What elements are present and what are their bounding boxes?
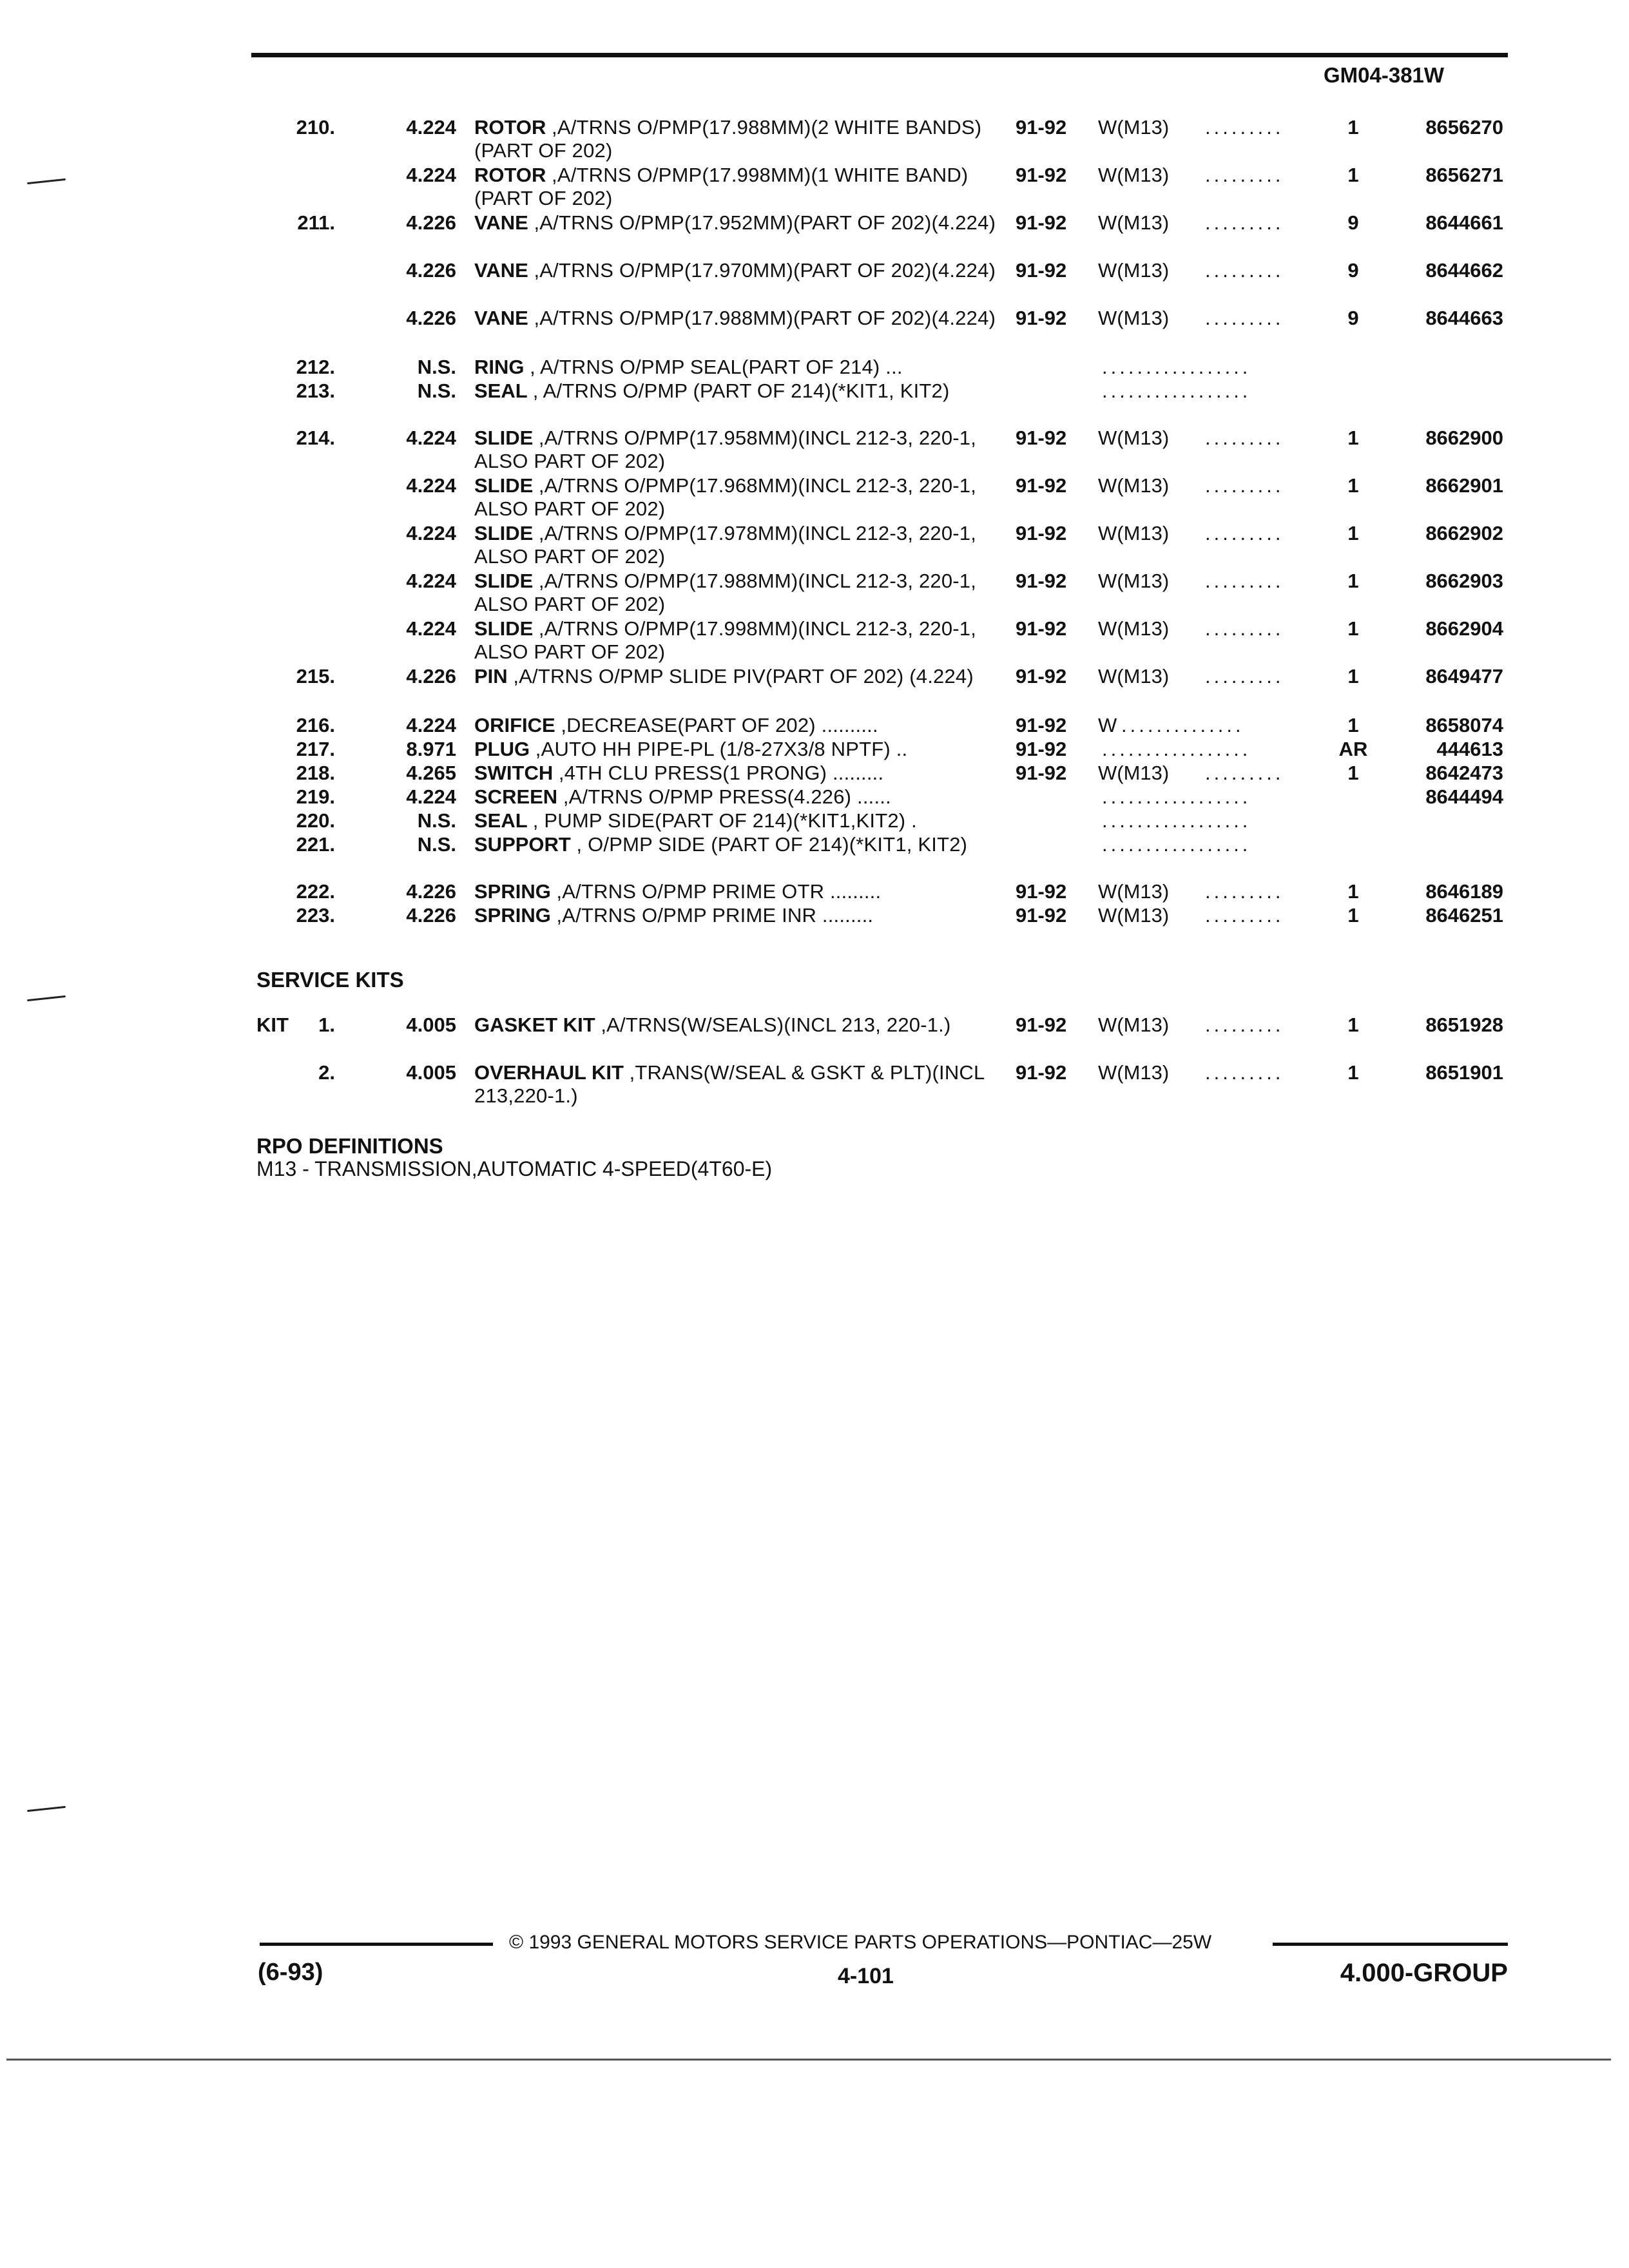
part-detail: , O/PMP SIDE (PART OF 214)(*KIT1, KIT2) bbox=[576, 833, 968, 856]
footer-group: 4.000-GROUP bbox=[1340, 1959, 1508, 1987]
part-name: SEAL bbox=[474, 809, 528, 832]
years: 91-92 bbox=[1016, 1014, 1067, 1036]
quantity: 1 bbox=[1347, 617, 1359, 640]
model: W(M13) bbox=[1098, 665, 1170, 687]
item-number: 217. bbox=[296, 738, 335, 760]
group-number: 8.971 bbox=[406, 738, 456, 760]
bottom-rule bbox=[6, 2059, 1611, 2061]
part-detail: ,A/TRNS O/PMP(17.958MM)(INCL 212-3, 220-1, ALSO PART OF 202) bbox=[474, 427, 977, 472]
years: 91-92 bbox=[1016, 259, 1067, 282]
part-detail: ,A/TRNS O/PMP(17.998MM)(INCL 212-3, 220-1, ALSO PART OF 202) bbox=[474, 617, 977, 663]
model: W(M13) bbox=[1098, 1014, 1170, 1036]
doc-code: GM04-381W bbox=[1324, 63, 1445, 87]
years: 91-92 bbox=[1016, 307, 1067, 329]
group-number: 4.226 bbox=[406, 665, 456, 687]
part-number: 8662904 bbox=[1425, 617, 1503, 640]
part-number: 8642473 bbox=[1425, 762, 1503, 784]
part-number: 8658074 bbox=[1425, 714, 1503, 736]
group-number: 4.224 bbox=[406, 164, 456, 186]
part-description bbox=[474, 307, 1003, 330]
part-detail: , A/TRNS O/PMP (PART OF 214)(*KIT1, KIT2) bbox=[532, 380, 950, 402]
part-description bbox=[474, 259, 1003, 282]
group-number: 4.226 bbox=[406, 904, 456, 927]
years: 91-92 bbox=[1016, 474, 1067, 497]
part-row bbox=[0, 474, 1629, 521]
part-number: 8644662 bbox=[1425, 259, 1503, 282]
rpo-heading: RPO DEFINITIONS bbox=[256, 1134, 443, 1158]
part-description bbox=[474, 522, 1003, 568]
leader-dots: ................. bbox=[1102, 833, 1251, 856]
part-number: 8651928 bbox=[1425, 1014, 1503, 1036]
quantity: 1 bbox=[1347, 570, 1359, 592]
part-row bbox=[0, 307, 1629, 353]
footer-date: (6-93) bbox=[258, 1959, 323, 1986]
footer-copyright: © 1993 GENERAL MOTORS SERVICE PARTS OPERATIONS—PONTIAC—25W bbox=[509, 1932, 1212, 1953]
part-description bbox=[474, 570, 1003, 616]
model: W(M13) bbox=[1098, 211, 1170, 234]
years: 91-92 bbox=[1016, 522, 1067, 544]
group-number: 4.224 bbox=[406, 617, 456, 640]
part-name: SLIDE bbox=[474, 570, 534, 592]
part-description bbox=[474, 833, 1003, 856]
part-description bbox=[474, 617, 1003, 664]
group-number: 4.226 bbox=[406, 259, 456, 282]
leader-dots: ......... bbox=[1205, 522, 1284, 544]
part-detail: ,A/TRNS O/PMP(17.978MM)(INCL 212-3, 220-1, ALSO PART OF 202) bbox=[474, 522, 977, 568]
leader-dots: ......... bbox=[1205, 904, 1284, 927]
group-number: N.S. bbox=[417, 380, 456, 402]
model: W(M13) bbox=[1098, 116, 1170, 139]
part-name: SLIDE bbox=[474, 474, 534, 497]
part-number: 8646189 bbox=[1425, 880, 1503, 903]
part-number: 8649477 bbox=[1425, 665, 1503, 687]
part-number: 8646251 bbox=[1425, 904, 1503, 927]
quantity: 1 bbox=[1347, 1061, 1359, 1084]
group-number: 4.224 bbox=[406, 785, 456, 808]
model: W(M13) bbox=[1098, 1061, 1170, 1084]
years: 91-92 bbox=[1016, 116, 1067, 139]
part-description bbox=[474, 738, 1003, 761]
years: 91-92 bbox=[1016, 904, 1067, 927]
model: W(M13) bbox=[1098, 904, 1170, 927]
quantity: 9 bbox=[1347, 211, 1359, 234]
item-number: 223. bbox=[296, 904, 335, 927]
leader-dots: ......... bbox=[1205, 1061, 1284, 1084]
part-number: 8656271 bbox=[1425, 164, 1503, 186]
part-number: 8651901 bbox=[1425, 1061, 1503, 1084]
leader-dots: ......... bbox=[1205, 617, 1284, 640]
service-kits-heading: SERVICE KITS bbox=[256, 968, 404, 992]
part-name: SLIDE bbox=[474, 427, 534, 449]
group-number: N.S. bbox=[417, 356, 456, 378]
item-number: 219. bbox=[296, 785, 335, 808]
part-detail: ,A/TRNS O/PMP(17.988MM)(2 WHITE BANDS)(PART OF 202) bbox=[474, 116, 982, 162]
part-number: 8656270 bbox=[1425, 116, 1503, 139]
quantity: 1 bbox=[1347, 880, 1359, 903]
leader-dots: ......... bbox=[1205, 164, 1284, 186]
part-detail: ,A/TRNS O/PMP(17.998MM)(1 WHITE BAND)(PART OF 202) bbox=[474, 164, 969, 209]
part-row bbox=[0, 762, 1629, 786]
leader-dots: ................. bbox=[1102, 356, 1251, 378]
part-description bbox=[474, 116, 1003, 162]
part-description bbox=[474, 762, 1003, 785]
part-name: PLUG bbox=[474, 738, 530, 760]
leader-dots: ......... bbox=[1205, 1014, 1284, 1036]
item-number: 212. bbox=[296, 356, 335, 378]
quantity: 1 bbox=[1347, 522, 1359, 544]
group-number: 4.224 bbox=[406, 474, 456, 497]
part-number: 8662903 bbox=[1425, 570, 1503, 592]
part-name: SUPPORT bbox=[474, 833, 571, 856]
part-row bbox=[0, 714, 1629, 738]
years: 91-92 bbox=[1016, 665, 1067, 687]
part-detail: , A/TRNS O/PMP SEAL(PART OF 214) ... bbox=[530, 356, 903, 378]
leader-dots: ......... bbox=[1205, 427, 1284, 449]
quantity: 9 bbox=[1347, 259, 1359, 282]
model: W(M13) bbox=[1098, 570, 1170, 592]
quantity: 1 bbox=[1347, 904, 1359, 927]
part-row bbox=[0, 665, 1629, 711]
footer-rule-right bbox=[1273, 1943, 1508, 1946]
part-description bbox=[474, 785, 1003, 809]
years: 91-92 bbox=[1016, 427, 1067, 449]
group-number: 4.224 bbox=[406, 714, 456, 736]
quantity: 9 bbox=[1347, 307, 1359, 329]
part-name: VANE bbox=[474, 211, 528, 234]
part-description bbox=[474, 380, 1003, 403]
part-description bbox=[474, 1061, 1003, 1108]
part-description bbox=[474, 427, 1003, 473]
part-detail: ,A/TRNS(W/SEALS)(INCL 213, 220-1.) bbox=[601, 1014, 951, 1036]
part-description bbox=[474, 164, 1003, 210]
group-number: 4.226 bbox=[406, 211, 456, 234]
part-name: SWITCH bbox=[474, 762, 554, 784]
model: W(M13) bbox=[1098, 164, 1170, 186]
item-number: 1. bbox=[318, 1014, 335, 1036]
item-number: 220. bbox=[296, 809, 335, 832]
part-row bbox=[0, 522, 1629, 568]
part-number: 8644661 bbox=[1425, 211, 1503, 234]
item-number: 214. bbox=[296, 427, 335, 449]
part-name: ORIFICE bbox=[474, 714, 555, 736]
part-row bbox=[0, 427, 1629, 473]
item-number: 215. bbox=[296, 665, 335, 687]
part-detail: ,TRANS(W/SEAL & GSKT & PLT)(INCL 213,220-1.) bbox=[474, 1061, 985, 1107]
leader-dots: ......... bbox=[1205, 762, 1284, 784]
model: W(M13) bbox=[1098, 427, 1170, 449]
group-number: 4.224 bbox=[406, 522, 456, 544]
part-row bbox=[0, 259, 1629, 305]
part-name: GASKET KIT bbox=[474, 1014, 595, 1036]
years: 91-92 bbox=[1016, 570, 1067, 592]
part-row bbox=[0, 356, 1629, 380]
years: 91-92 bbox=[1016, 164, 1067, 186]
part-detail: ,DECREASE(PART OF 202) .......... bbox=[561, 714, 878, 736]
rpo-definition: M13 - TRANSMISSION,AUTOMATIC 4-SPEED(4T60-E) bbox=[256, 1157, 773, 1180]
model: W(M13) bbox=[1098, 474, 1170, 497]
part-description bbox=[474, 665, 1003, 688]
years: 91-92 bbox=[1016, 738, 1067, 760]
model: W(M13) bbox=[1098, 762, 1170, 784]
part-number: 8662902 bbox=[1425, 522, 1503, 544]
part-name: VANE bbox=[474, 307, 528, 329]
kit-label: KIT bbox=[256, 1014, 289, 1036]
leader-dots: ................. bbox=[1102, 738, 1251, 760]
group-number: 4.005 bbox=[406, 1061, 456, 1084]
part-number: 8644494 bbox=[1425, 785, 1503, 808]
quantity: 1 bbox=[1347, 427, 1359, 449]
part-row bbox=[0, 164, 1629, 210]
part-name: VANE bbox=[474, 259, 528, 282]
part-detail: ,4TH CLU PRESS(1 PRONG) ......... bbox=[558, 762, 884, 784]
years: 91-92 bbox=[1016, 762, 1067, 784]
part-number: 444613 bbox=[1436, 738, 1503, 760]
group-number: 4.226 bbox=[406, 307, 456, 329]
group-number: 4.265 bbox=[406, 762, 456, 784]
part-name: SLIDE bbox=[474, 522, 534, 544]
model: W bbox=[1098, 714, 1117, 736]
part-description bbox=[474, 809, 1003, 832]
part-name: RING bbox=[474, 356, 525, 378]
part-row bbox=[0, 570, 1629, 616]
part-name: SPRING bbox=[474, 880, 551, 903]
model: W(M13) bbox=[1098, 880, 1170, 903]
part-detail: ,A/TRNS O/PMP(17.968MM)(INCL 212-3, 220-1, ALSO PART OF 202) bbox=[474, 474, 977, 520]
part-row bbox=[0, 738, 1629, 762]
part-name: ROTOR bbox=[474, 164, 546, 186]
item-number: 211. bbox=[297, 211, 335, 234]
group-number: N.S. bbox=[417, 809, 456, 832]
top-rule bbox=[251, 53, 1508, 57]
scan-mark bbox=[27, 1806, 66, 1812]
part-name: PIN bbox=[474, 665, 508, 687]
years: 91-92 bbox=[1016, 880, 1067, 903]
model: W(M13) bbox=[1098, 307, 1170, 329]
part-detail: ,A/TRNS O/PMP SLIDE PIV(PART OF 202) (4.224) bbox=[513, 665, 974, 687]
part-name: SCREEN bbox=[474, 785, 558, 808]
item-number: 221. bbox=[296, 833, 335, 856]
part-row bbox=[0, 116, 1629, 162]
quantity: 1 bbox=[1347, 665, 1359, 687]
part-number: 8662901 bbox=[1425, 474, 1503, 497]
quantity: 1 bbox=[1347, 1014, 1359, 1036]
model: W(M13) bbox=[1098, 617, 1170, 640]
leader-dots: .............. bbox=[1121, 714, 1244, 736]
years: 91-92 bbox=[1016, 211, 1067, 234]
leader-dots: ......... bbox=[1205, 307, 1284, 329]
footer-page-number: 4-101 bbox=[838, 1964, 894, 1988]
group-number: 4.224 bbox=[406, 116, 456, 139]
part-detail: ,A/TRNS O/PMP PRESS(4.226) ...... bbox=[563, 785, 891, 808]
part-detail: ,A/TRNS O/PMP PRIME OTR ......... bbox=[556, 880, 882, 903]
part-name: SEAL bbox=[474, 380, 528, 402]
part-description bbox=[474, 356, 1003, 379]
leader-dots: ......... bbox=[1205, 211, 1284, 234]
leader-dots: ......... bbox=[1205, 116, 1284, 139]
leader-dots: ................. bbox=[1102, 380, 1251, 402]
part-number: 8644663 bbox=[1425, 307, 1503, 329]
part-row bbox=[0, 809, 1629, 834]
part-detail: ,A/TRNS O/PMP PRIME INR ......... bbox=[556, 904, 874, 927]
leader-dots: ......... bbox=[1205, 880, 1284, 903]
part-row bbox=[0, 880, 1629, 905]
part-description bbox=[474, 211, 1003, 235]
quantity: 1 bbox=[1347, 714, 1359, 736]
group-number: 4.224 bbox=[406, 570, 456, 592]
part-description bbox=[474, 1014, 1003, 1037]
part-name: SLIDE bbox=[474, 617, 534, 640]
part-name: OVERHAUL KIT bbox=[474, 1061, 624, 1084]
footer-rule-left bbox=[260, 1943, 493, 1946]
group-number: 4.226 bbox=[406, 880, 456, 903]
group-number: 4.005 bbox=[406, 1014, 456, 1036]
years: 91-92 bbox=[1016, 714, 1067, 736]
part-detail: ,A/TRNS O/PMP(17.952MM)(PART OF 202)(4.224) bbox=[534, 211, 996, 234]
leader-dots: ......... bbox=[1205, 474, 1284, 497]
years: 91-92 bbox=[1016, 617, 1067, 640]
item-number: 210. bbox=[296, 116, 335, 139]
group-number: 4.224 bbox=[406, 427, 456, 449]
item-number: 218. bbox=[296, 762, 335, 784]
part-row bbox=[0, 380, 1629, 426]
quantity: 1 bbox=[1347, 762, 1359, 784]
part-row bbox=[0, 1014, 1629, 1060]
part-row bbox=[0, 211, 1629, 258]
leader-dots: ................. bbox=[1102, 809, 1251, 832]
leader-dots: ................. bbox=[1102, 785, 1251, 808]
part-row bbox=[0, 904, 1629, 928]
quantity: 1 bbox=[1347, 164, 1359, 186]
part-name: ROTOR bbox=[474, 116, 546, 139]
part-description bbox=[474, 474, 1003, 521]
part-number: 8662900 bbox=[1425, 427, 1503, 449]
part-description bbox=[474, 880, 1003, 903]
item-number: 213. bbox=[296, 380, 335, 402]
model: W(M13) bbox=[1098, 259, 1170, 282]
scan-mark bbox=[27, 995, 66, 1001]
part-row bbox=[0, 833, 1629, 879]
item-number: 2. bbox=[318, 1061, 335, 1084]
leader-dots: ......... bbox=[1205, 665, 1284, 687]
years: 91-92 bbox=[1016, 1061, 1067, 1084]
part-row bbox=[0, 785, 1629, 810]
quantity: 1 bbox=[1347, 116, 1359, 139]
quantity: 1 bbox=[1347, 474, 1359, 497]
part-description bbox=[474, 904, 1003, 927]
leader-dots: ......... bbox=[1205, 570, 1284, 592]
quantity: AR bbox=[1338, 738, 1368, 760]
item-number: 216. bbox=[296, 714, 335, 736]
part-row bbox=[0, 617, 1629, 664]
part-detail: ,A/TRNS O/PMP(17.988MM)(INCL 212-3, 220-1, ALSO PART OF 202) bbox=[474, 570, 977, 615]
part-detail: ,A/TRNS O/PMP(17.970MM)(PART OF 202)(4.224) bbox=[534, 259, 996, 282]
part-detail: ,A/TRNS O/PMP(17.988MM)(PART OF 202)(4.224) bbox=[534, 307, 996, 329]
part-detail: , PUMP SIDE(PART OF 214)(*KIT1,KIT2) . bbox=[532, 809, 917, 832]
item-number: 222. bbox=[296, 880, 335, 903]
model: W(M13) bbox=[1098, 522, 1170, 544]
part-name: SPRING bbox=[474, 904, 551, 927]
part-detail: ,AUTO HH PIPE-PL (1/8-27X3/8 NPTF) .. bbox=[535, 738, 908, 760]
leader-dots: ......... bbox=[1205, 259, 1284, 282]
part-description bbox=[474, 714, 1003, 737]
part-row bbox=[0, 1061, 1629, 1108]
group-number: N.S. bbox=[417, 833, 456, 856]
